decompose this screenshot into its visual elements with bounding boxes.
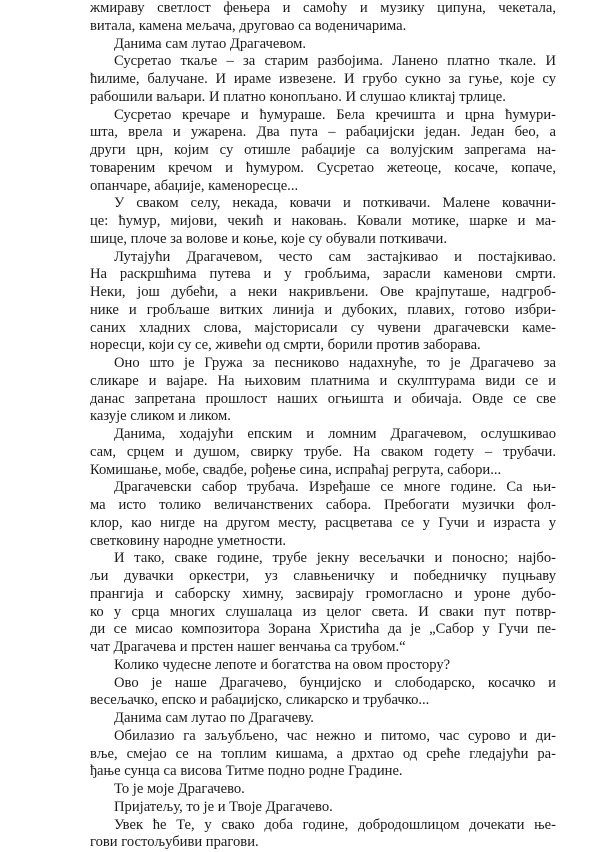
text-line: витала, камена мељача, друговао са воденичарима. — [90, 18, 556, 36]
text-line: ма исто толико величанствених сабора. Пребогати музички фол- — [90, 497, 556, 515]
text-line: светковину народне уметности. — [90, 533, 556, 551]
paragraph — [90, 53, 556, 106]
text-line: Оно што је Гружа за песниково надахнуће, то је Драгачево за — [90, 355, 556, 373]
text-line: вље, смејао се на топлим кишама, а дрхтао од среће гледајући ра- — [90, 746, 556, 764]
paragraph — [90, 426, 556, 479]
text-line: Обилазио га заљубљено, час нежно и питомо, час сурово и ди- — [90, 728, 556, 746]
paragraph — [90, 781, 556, 799]
text-line: ђање сунца са висова Титме подно родне Градине. — [90, 763, 556, 781]
text-line: сликаре и вајаре. На њиховим платнима и скулптурама види се и — [90, 373, 556, 391]
text-line: саних хладних слова, мајсторисали су чувени драгачевски камe- — [90, 320, 556, 338]
text-line: Лутајући Драгачевом, често сам застајкивао и постајкивао. — [90, 249, 556, 267]
text-line: прангија и саборску химну, засвирају громогласно и уроне дубо- — [90, 586, 556, 604]
text-line: данас запретана прошлост наших огњишта и обичаја. Овде се све — [90, 391, 556, 409]
text-line: Данима сам лутао по Драгачеву. — [90, 710, 556, 728]
text-line: казује сликом и ликом. — [90, 408, 556, 426]
paragraph — [90, 355, 556, 426]
paragraph — [90, 675, 556, 711]
text-line: На раскршћима путева и у грoбљима, зарасли каменови смрти. — [90, 266, 556, 284]
text-line: други црн, којим су отишле рабаџије са волујским запрегама на- — [90, 142, 556, 160]
text-line: Колико чудесне лепоте и богатства на овом простору? — [90, 657, 556, 675]
text-line: Данима сам лутао Драгачевом. — [90, 36, 556, 54]
text-line: гови гостољубиви прагови. — [90, 834, 556, 852]
text-line: клор, као нигде на другом месту, расцветава се у Гучи и израста у — [90, 515, 556, 533]
paragraph — [90, 479, 556, 550]
text-line: Пријатељу, то је и Твоје Драгачево. — [90, 799, 556, 817]
text-line: И тако, сваке године, трубе јекну весељачки и поносно; најбо- — [90, 550, 556, 568]
text-line: Увек ће Те, у свако доба године, добродошлицом дочекати ње- — [90, 817, 556, 835]
text-line: рабошили ваљари. И платно конопљано. И слушао кликтај трлице. — [90, 89, 556, 107]
text-line: Сусретао кречаре и ћумураше. Бела кречишта и црна ћумури- — [90, 107, 556, 125]
text-line: ко у срца многих слушалаца из целог света. И сваки пут потвр- — [90, 604, 556, 622]
paragraph — [90, 0, 556, 36]
text-line: Данима, ходајући епским и ломним Драгачевом, ослушкивао — [90, 426, 556, 444]
text-line: У сваком селу, некада, ковачи и поткивачи. Малене ковачни- — [90, 195, 556, 213]
text-line: ди се мисао композитора Зорана Христића да је „Сабор у Гучи пе- — [90, 621, 556, 639]
paragraph — [90, 817, 556, 852]
text-line: нике и гробљаше витких линија и дубоких, плавих, готово избри- — [90, 302, 556, 320]
text-line: шта, врела и ужарена. Два пута – рабаџијски један. Један бео, а — [90, 124, 556, 142]
document-page — [90, 0, 556, 852]
text-line: Сусретао ткаље – за старим разбојима. Ланено платно ткале. И — [90, 53, 556, 71]
text-line: љи дувачки оркестри, уз славњеничку и победничку пуцњаву — [90, 568, 556, 586]
paragraph — [90, 657, 556, 675]
text-line: Комишање, мобе, свадбе, рођење сина, испраћај регрута, сабори... — [90, 462, 556, 480]
paragraph — [90, 728, 556, 781]
text-line: товареним кречом и ћумуром. Сусретао жетеоце, косаче, копаче, — [90, 160, 556, 178]
text-line: сам, срцем и душом, свирку трубе. На сваком годету – трубачи. — [90, 444, 556, 462]
paragraph — [90, 36, 556, 54]
paragraph — [90, 710, 556, 728]
paragraph — [90, 249, 556, 356]
text-line: ћилиме, балучане. И ираме извезене. И грубо сукно за гуње, које су — [90, 71, 556, 89]
text-line: Драгачевски сабор трубача. Изређаше се многе године. Са њи- — [90, 479, 556, 497]
text-line: Неки, још дубећи, а неки накривљени. Ове крајпуташе, надгроб- — [90, 284, 556, 302]
text-line: То је моје Драгачево. — [90, 781, 556, 799]
text-line: це: ћумур, мијови, чекић и наковањ. Ковали мотике, шарке и ма- — [90, 213, 556, 231]
text-line: чат Драгачева и прстен нашег венчања са трубом.“ — [90, 639, 556, 657]
paragraph — [90, 195, 556, 248]
paragraph — [90, 799, 556, 817]
text-line: нoресци, који су се, живећи од смрти, борили против заборава. — [90, 337, 556, 355]
text-line: жмираву светлост фењера и самоћу и музику ципуна, чекетала, — [90, 0, 556, 18]
paragraph — [90, 107, 556, 196]
text-line: Ово је наше Драгачево, бунџијско и слободарско, косачко и — [90, 675, 556, 693]
text-line: весељачко, епско и рабаџијско, сликарско и трубачко... — [90, 692, 556, 710]
text-line: опанчаре, абаџије, каменоресце... — [90, 178, 556, 196]
text-line: шице, плоче за волове и коње, које су обували поткивачи. — [90, 231, 556, 249]
paragraph — [90, 550, 556, 657]
